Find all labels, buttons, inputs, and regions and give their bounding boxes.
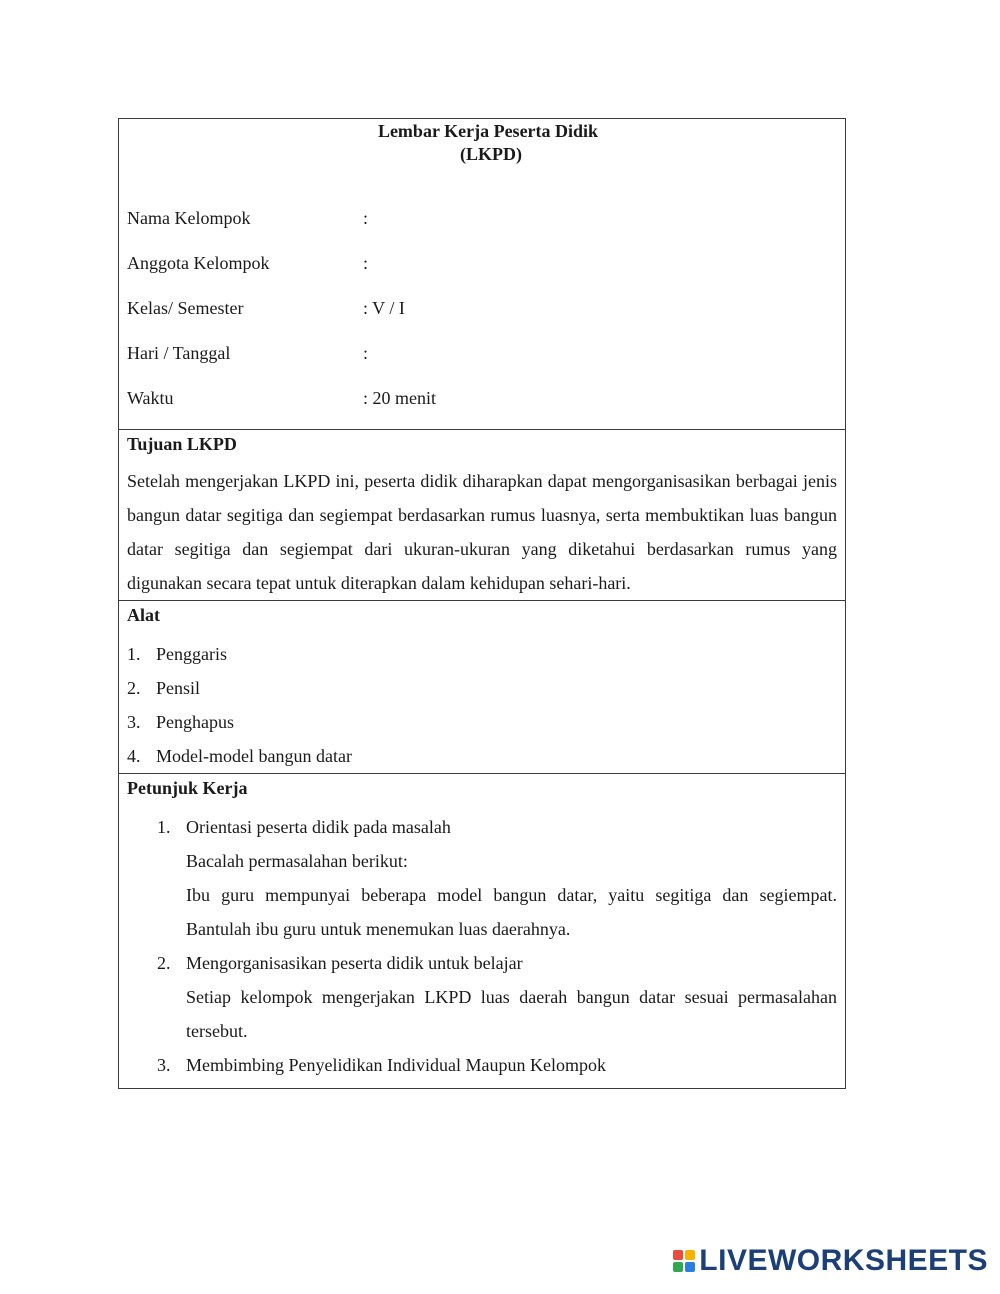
list-number: 4. <box>127 746 141 766</box>
alat-section <box>119 600 845 773</box>
liveworksheets-logo[interactable] <box>673 1244 988 1278</box>
identity-fields <box>127 196 837 429</box>
step-instruction: Bacalah permasalahan berikut: <box>186 851 408 871</box>
list-number: 1. <box>127 644 141 664</box>
petunjuk-steps <box>127 810 837 1082</box>
step-title: Membimbing Penyelidikan Individual Maupun Kelompok <box>186 1055 606 1075</box>
list-item <box>127 705 837 739</box>
alat-list <box>127 637 837 773</box>
identity-row-kelas-semester <box>127 286 837 331</box>
petunjuk-section <box>119 773 845 1088</box>
identity-label: Kelas/ Semester <box>127 298 244 318</box>
identity-value: : <box>363 253 369 273</box>
identity-value: : <box>363 343 369 363</box>
step-item <box>157 1048 837 1082</box>
logo-text: LIVEWORKSHEETS <box>699 1244 988 1277</box>
tujuan-heading: Tujuan LKPD <box>127 434 237 454</box>
step-number: 1. <box>157 817 171 837</box>
tujuan-section <box>119 429 845 600</box>
identity-value: : <box>363 208 369 228</box>
identity-label: Waktu <box>127 388 174 408</box>
step-title: Mengorganisasikan peserta didik untuk belajar <box>186 953 523 973</box>
list-text: Pensil <box>156 678 201 698</box>
list-item <box>127 671 837 705</box>
list-text: Penghapus <box>156 712 234 732</box>
step-title: Orientasi peserta didik pada masalah <box>186 817 451 837</box>
list-text: Penggaris <box>156 644 227 664</box>
worksheet-title <box>127 119 837 166</box>
identity-label: Hari / Tanggal <box>127 343 231 363</box>
header-section <box>119 119 845 429</box>
step-number: 2. <box>157 953 171 973</box>
list-item <box>127 637 837 671</box>
tujuan-text: Setelah mengerjakan LKPD ini, peserta didik diharapkan dapat mengorganisasikan berbagai jenis bangun datar segitiga dan segiempat berdasarkan rumus luasnya, serta membuktikan luas bangun datar segitiga dan segiempat dari ukuran-ukuran yang diketahui berdasarkan rumus yang digunakan secara tepat untuk diterapkan dalam kehidupan sehari-hari. <box>127 471 837 593</box>
title-line-2: (LKPD) <box>460 144 522 164</box>
list-text: Model-model bangun datar <box>156 746 352 766</box>
identity-label: Nama Kelompok <box>127 208 251 228</box>
identity-row-anggota-kelompok <box>127 241 837 286</box>
step-number: 3. <box>157 1055 171 1075</box>
liveworksheets-icon <box>673 1250 695 1272</box>
identity-row-waktu <box>127 376 837 421</box>
identity-value: : V / I <box>363 298 405 318</box>
list-number: 2. <box>127 678 141 698</box>
identity-label: Anggota Kelompok <box>127 253 270 273</box>
step-item <box>157 810 837 946</box>
list-number: 3. <box>127 712 141 732</box>
identity-row-hari-tanggal <box>127 331 837 376</box>
step-detail: Setiap kelompok mengerjakan LKPD luas daerah bangun datar sesuai permasalahan tersebut. <box>186 987 837 1041</box>
step-item <box>157 946 837 1048</box>
alat-heading: Alat <box>127 605 160 625</box>
list-item <box>127 739 837 773</box>
worksheet-table <box>118 118 846 1089</box>
identity-value: : 20 menit <box>363 388 436 408</box>
step-detail: Ibu guru mempunyai beberapa model bangun datar, yaitu segitiga dan segiempat. Bantulah ibu guru untuk menemukan luas daerahnya. <box>186 885 837 939</box>
title-line-1: Lembar Kerja Peserta Didik <box>377 121 599 141</box>
identity-row-nama-kelompok <box>127 196 837 241</box>
petunjuk-heading: Petunjuk Kerja <box>127 778 248 798</box>
